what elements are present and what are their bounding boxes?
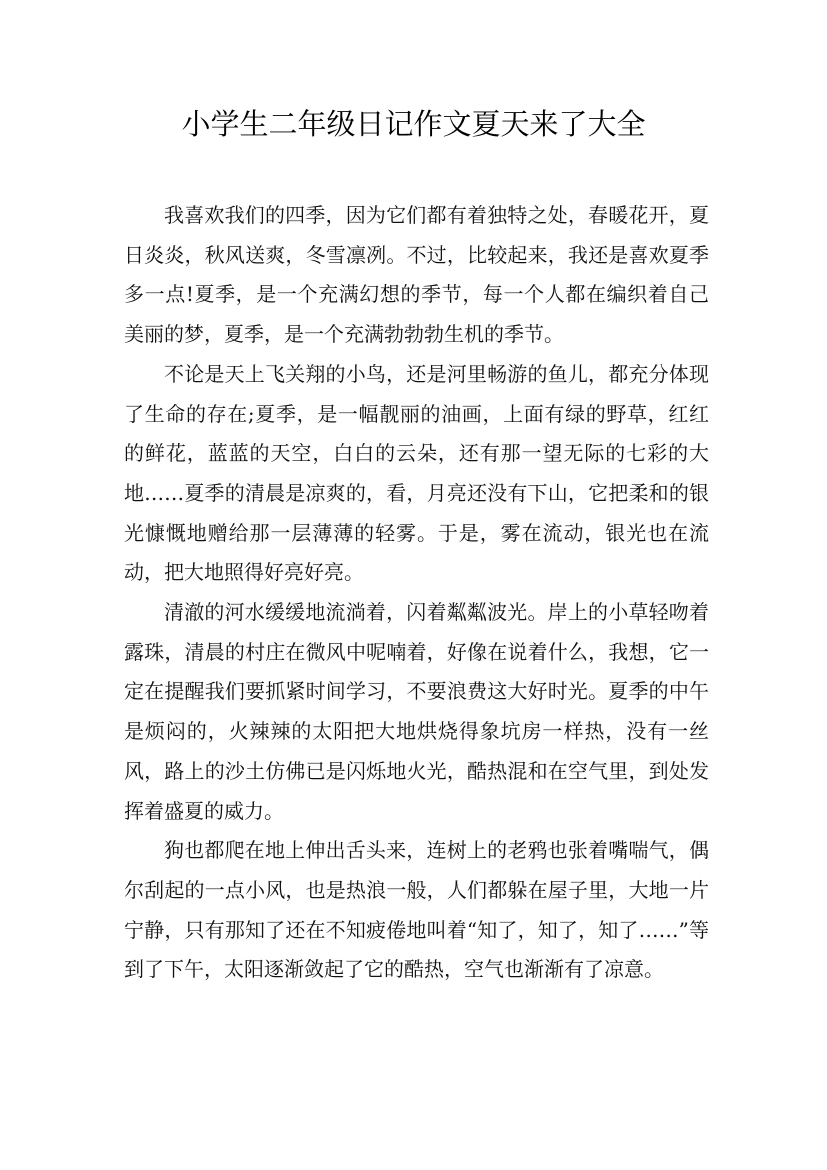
paragraph-3: 清澈的河水缓缓地流淌着，闪着粼粼波光。岸上的小草轻吻着露珠，清晨的村庄在微风中呢喃着，好像在说着什么，我想，它一定在提醒我们要抓紧时间学习，不要浪费这大好时光。夏季的中午是烦闷的，火辣辣的太阳把大地烘烧得象坑房一样热，没有一丝风，路上的沙土仿佛已是闪烁地火光，酷热混和在空气里，到处发挥着盛夏的威力。 xyxy=(124,600,709,823)
paragraph-1: 我喜欢我们的四季，因为它们都有着独特之处，春暖花开，夏日炎炎，秋风送爽，冬雪凛冽。不过，比较起来，我还是喜欢夏季多一点!夏季，是一个充满幻想的季节，每一个人都在编织着自己美丽的梦，夏季，是一个充满勃勃勃生机的季节。 xyxy=(124,203,709,347)
document-title: 小学生二年级日记作文夏天来了大全 xyxy=(181,107,646,141)
paragraph-2: 不论是天上飞关翔的小鸟，还是河里畅游的鱼儿，都充分体现了生命的存在;夏季，是一幅靓丽的油画，上面有绿的野草，红红的鲜花，蓝蓝的天空，白白的云朵，还有那一望无际的七彩的大地……夏季的清晨是凉爽的，看，月亮还没有下山，它把柔和的银光慷慨地赠给那一层薄薄的轻雾。于是，雾在流动，银光也在流动，把大地照得好亮好亮。 xyxy=(124,361,709,585)
document-body xyxy=(124,196,709,990)
paragraph-4: 狗也都爬在地上伸出舌头来，连树上的老鸦也张着嘴喘气，偶尔刮起的一点小风，也是热浪一般，人们都躲在屋子里，大地一片宁静，只有那知了还在不知疲倦地叫着“知了，知了，知了……”等到了下午，太阳逐渐敛起了它的酷热，空气也渐渐有了凉意。 xyxy=(124,838,709,982)
